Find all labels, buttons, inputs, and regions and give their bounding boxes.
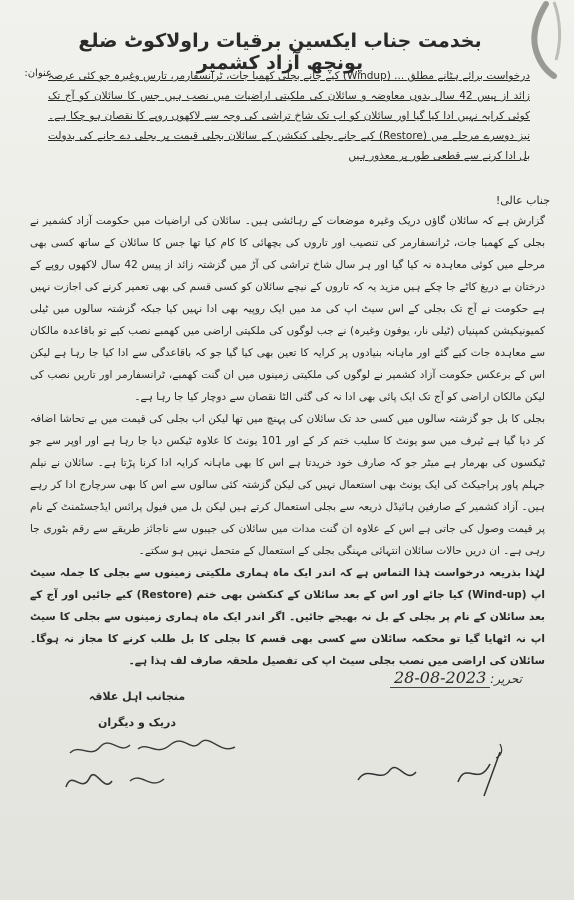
date-value: 28-08-2023 xyxy=(390,668,490,688)
applicant-heading: منجانب اہل علاقہ xyxy=(88,690,186,703)
page-title: بخدمت جناب ایکسین برقیات راولاکوٹ ضلع پونچھ آزاد کشمیر xyxy=(78,30,482,74)
applicant-block xyxy=(82,684,192,736)
body-paragraph: گزارش ہے کہ سائلان گاؤں دریک وغیرہ موضعات کے رہائشی ہیں۔ سائلان کی اراضیات میں حکومت آزاد کشمیر نے بجلی کے کھمبا جات، ٹرانسفارمر کی تنصیب اور تاروں کی بچھائی کا کام کیا تھا جس کا سائلان کے ساتھ کسی بھی مرحلے میں کوئی معاہدہ نہ کیا گیا اور ہر سال شاخ تراشی کی آڑ میں گزشتہ زائد از پیس 42 سال لاکھوں روپے کے درختان بے دریغ کاٹے جا چکے ہیں مزید یہ کہ تاروں کے نیچے سائلان کو کسی قسم کی بھی تعمیر کرنے کی اجازت نہیں ہے حکومت نے آج تک بجلی کے اس سیٹ اپ کی مد میں ایک روپیہ بھی ادا نہیں کیا جبکہ گزشتہ سالوں میں ٹیلی کمیونیکیشن کمپنیاں (ٹیلی نار، یوفون وغیرہ) نے جب لوگوں کی ملکیتی اراضی میں کھمبے نصب کیے تو باقاعدہ مالکان سے معاہدہ جات کیے گئے اور ماہانہ بنیادوں پر کرایہ کا تعین بھی کیا گیا جو کہ باقاعدگی سے ادا کیا جا رہا ہے لیکن اس کے برعکس حکومت آزاد کشمیر نے لوگوں کی ملکیتی زمینوں میں ان گنت کھمبے، ٹرانسفارمر اور تاریں نصب کی لیکن مالکان اراضی کو آج تک ایک پائی بھی ادا نہ کی گئی الٹا نقصان سے دوچار کیا جا رہا ہے۔ xyxy=(30,215,545,403)
body-paragraph: لہٰذا بذریعہ درخواست ہٰذا التماس ہے کہ اندر ایک ماہ ہماری ملکیتی زمینوں سے بجلی کا جملہ سیٹ اپ (Wind-up) کیا جائے اور اس کے بعد سائلان کے کنکشن بھی ختم (Restore) کیے جائیں اور آج کے بعد سائلان کے نام پر بجلی کے بل نہ بھیجے جائیں۔ اگر اندر ایک ماہ ہماری زمینوں سے بجلی کا سیٹ اپ نہ اٹھایا گیا تو محکمہ سائلان سے کسی بھی قسم کا بجلی کا بل طلب کرنے کا مجاز نہ ہوگا۔ سائلان کی اراضی میں نصب بجلی سیٹ اپ کی تفصیل ملحقہ صارف لف ہذا ہے۔ xyxy=(30,567,545,667)
applicant-place: دریک و دیگران xyxy=(97,716,177,729)
salutation: جناب عالی! xyxy=(495,194,550,207)
signatures-left xyxy=(60,735,260,805)
body-paragraph: بجلی کا بل جو گزشتہ سالوں میں کسی حد تک سائلان کی پہنچ میں تھا لیکن اب بجلی کی قیمت میں بے تحاشا اضافہ کر دیا گیا ہے ٹیرف میں سو یونٹ کا سلیب ختم کر کے اور 101 یونٹ کا علاوہ ٹیکس دیا جا رہا ہے اور اوپر سے جو ٹیکسوں کی بھرمار ہے میٹر جو کہ صارف خود خریدتا ہے اس کا بھی ماہانہ کرایہ ادا کرنا پڑتا ہے۔ سائلان نے نیلم جہلم پاور پراجیکٹ کی ایک یونٹ بھی استعمال نہیں کی لیکن گزشتہ کئی سالوں سے اس کا بھی سرچارج ادا کر رہے ہیں۔ آزاد کشمیر کے صارفین ہائیڈل ذریعہ سے بجلی استعمال کرتے ہیں لیکن بل میں فیول پرائس ایڈجسٹمنٹ کے نام پر قیمت وصول کی جاتی ہے اس کے علاوہ ان گنت مدات میں سائلان کی جیبوں سے ناجائز طریقے سے رقم بٹوری جا رہی ہے۔ ان دریں حالات سائلان انتہائی مہنگی بجلی کے استعمال کے متحمل نہیں ہو سکتے۔ xyxy=(30,413,545,557)
subject-label: عنوان: xyxy=(24,68,52,79)
receipt-signature xyxy=(350,740,530,800)
letter-body xyxy=(30,210,545,672)
subject-text: درخواست برائے ہٹانے مطلق ... (Windup) کیے جانے بجلی کھمبا جات، ٹرانسفارمر، تارس وغیرہ جو کئی عرصہ زائد از پیس 42 سال بدوں معاوضہ و سائلان کی ملکیتی اراضیات میں نصب ہیں جس کا سائلان کو آج تک کوئی کرایہ نہیں ادا کیا گیا اور سائلان کو اب تک شاخ تراشی کی وجہ سے لاکھوں روپے کا نقصان ہو چکا ہے۔ نیز دوسرے مرحلے میں (Restore) کیے جانے بجلی کنکشن کے سائلان بجلی قیمت پر بجلی دے جانے کی بدولت بل ادا کرنے سے قطعی طور پر معذور ہیں xyxy=(47,70,531,162)
date-label: تحریر: xyxy=(490,672,522,686)
